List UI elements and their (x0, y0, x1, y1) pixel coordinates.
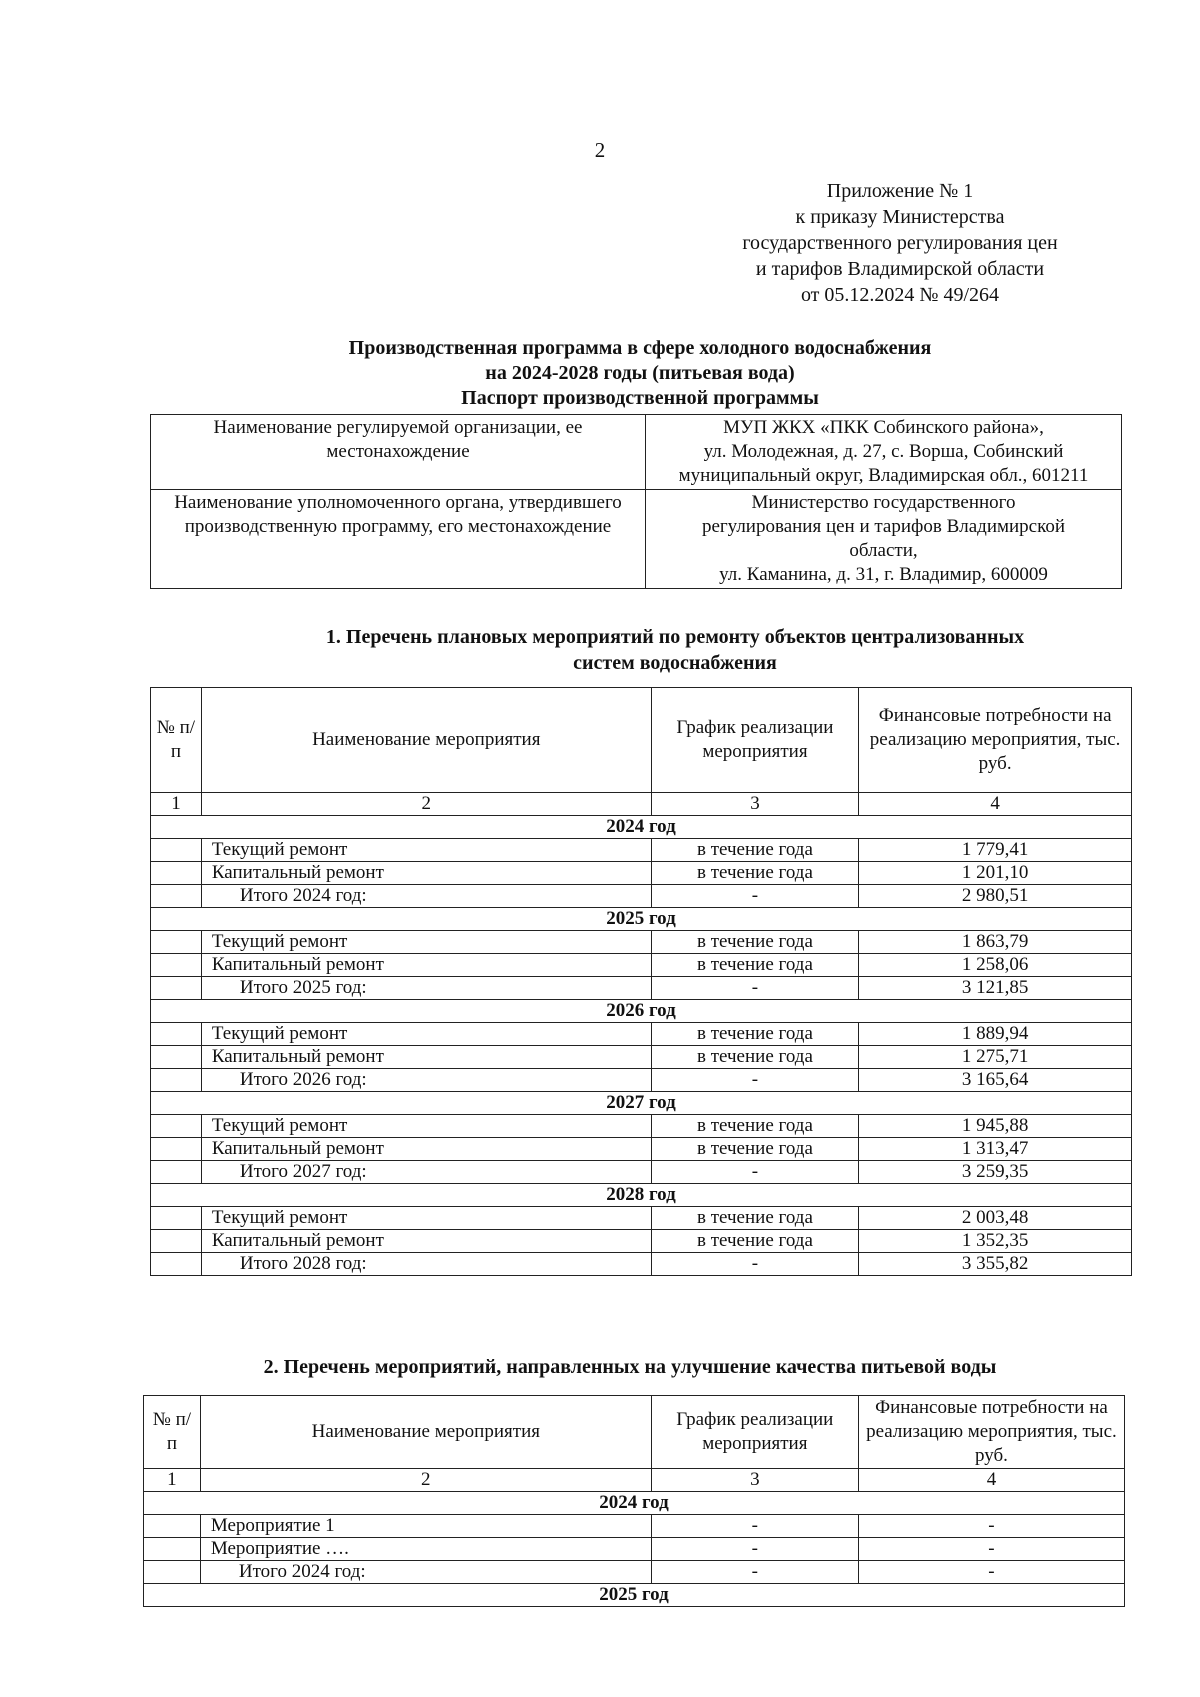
section1-title-line: 1. Перечень плановых мероприятий по ремонту объектов централизованных (325, 626, 1025, 648)
table-row (151, 1207, 1132, 1230)
measure-amount: 1 863,79 (859, 931, 1132, 954)
column-number: 4 (858, 1469, 1124, 1492)
total-row (144, 1561, 1125, 1584)
row-number (151, 1069, 202, 1092)
row-number (151, 954, 202, 977)
total-row (151, 1069, 1132, 1092)
measure-amount: 1 889,94 (859, 1023, 1132, 1046)
year-row (151, 1184, 1132, 1207)
measure-amount: 3 259,35 (859, 1161, 1132, 1184)
measure-name: Итого 2025 год: (201, 977, 651, 1000)
document-title (150, 336, 1130, 411)
table-row (151, 1046, 1132, 1069)
year-row (151, 908, 1132, 931)
row-number (144, 1538, 201, 1561)
table-row (151, 1115, 1132, 1138)
passport-heading: Паспорт производственной программы (461, 387, 819, 409)
measure-name: Текущий ремонт (201, 1207, 651, 1230)
total-row (151, 1253, 1132, 1276)
col-schedule-header: График реализации мероприятия (651, 688, 859, 793)
measure-schedule: в течение года (651, 1138, 859, 1161)
passport-value (646, 490, 1122, 589)
measure-name: Капитальный ремонт (201, 1046, 651, 1069)
measure-amount: - (858, 1515, 1124, 1538)
measure-name: Капитальный ремонт (201, 1138, 651, 1161)
table-row (151, 839, 1132, 862)
measure-amount: - (858, 1538, 1124, 1561)
measure-schedule: в течение года (651, 1046, 859, 1069)
measure-name: Итого 2028 год: (201, 1253, 651, 1276)
column-number-row (144, 1469, 1125, 1492)
measure-schedule: в течение года (651, 839, 859, 862)
measure-amount: 1 779,41 (859, 839, 1132, 862)
table-row (151, 1230, 1132, 1253)
row-number (151, 1138, 202, 1161)
passport-row (151, 415, 1122, 490)
row-number (151, 885, 202, 908)
header-row (151, 688, 1132, 793)
measure-schedule: - (651, 1069, 859, 1092)
measure-name: Итого 2027 год: (201, 1161, 651, 1184)
row-number (151, 1023, 202, 1046)
measure-amount: 1 258,06 (859, 954, 1132, 977)
passport-value-line: Министерство государственного (751, 492, 1016, 513)
year-label: 2028 год (151, 1184, 1132, 1207)
year-label: 2026 год (151, 1000, 1132, 1023)
col-number-header: № п/п (151, 688, 202, 793)
measure-amount: 1 313,47 (859, 1138, 1132, 1161)
appendix-line: и тарифов Владимирской области (755, 258, 1045, 280)
col-amount-header: Финансовые потребности на реализацию мероприятия, тыс. руб. (858, 1396, 1124, 1469)
repair-measures-table (150, 687, 1132, 1276)
year-label: 2024 год (144, 1492, 1125, 1515)
measure-schedule: в течение года (651, 1023, 859, 1046)
passport-row (151, 490, 1122, 589)
section1-title-line: систем водоснабжения (573, 652, 777, 674)
measure-name: Мероприятие …. (200, 1538, 651, 1561)
table-row (151, 931, 1132, 954)
passport-value-line: регулирования цен и тарифов Владимирской (701, 516, 1066, 537)
measure-schedule: в течение года (651, 1207, 859, 1230)
table-row (151, 954, 1132, 977)
row-number (151, 1046, 202, 1069)
measure-amount: 1 201,10 (859, 862, 1132, 885)
year-row (151, 1000, 1132, 1023)
measure-schedule: в течение года (651, 1230, 859, 1253)
table-row (151, 862, 1132, 885)
row-number (151, 977, 202, 1000)
passport-table (150, 414, 1122, 589)
passport-value (646, 415, 1122, 490)
total-row (151, 1161, 1132, 1184)
row-number (151, 1115, 202, 1138)
row-number (151, 862, 202, 885)
measure-name: Капитальный ремонт (201, 862, 651, 885)
measure-amount: 3 165,64 (859, 1069, 1132, 1092)
measure-name: Мероприятие 1 (200, 1515, 651, 1538)
year-label: 2025 год (151, 908, 1132, 931)
measure-amount: 1 945,88 (859, 1115, 1132, 1138)
total-row (151, 885, 1132, 908)
page-number: 2 (594, 138, 606, 162)
row-number (151, 839, 202, 862)
total-row (151, 977, 1132, 1000)
year-row (144, 1584, 1125, 1607)
row-number (151, 931, 202, 954)
measure-amount: 1 275,71 (859, 1046, 1132, 1069)
measure-name: Итого 2026 год: (201, 1069, 651, 1092)
appendix-line: государственного регулирования цен (742, 232, 1058, 254)
row-number (151, 1207, 202, 1230)
table-row (144, 1538, 1125, 1561)
col-number-header: № п/п (144, 1396, 201, 1469)
col-name-header: Наименование мероприятия (200, 1396, 651, 1469)
appendix-line: к приказу Министерства (795, 206, 1005, 228)
water-quality-measures-table (143, 1395, 1125, 1607)
row-number (151, 1161, 202, 1184)
measure-amount: 2 003,48 (859, 1207, 1132, 1230)
year-label: 2024 год (151, 816, 1132, 839)
passport-value-line: области, (849, 540, 918, 561)
measure-schedule: - (651, 885, 859, 908)
title-line: Производственная программа в сфере холодного водоснабжения (348, 337, 932, 359)
column-number-row (151, 793, 1132, 816)
row-number (144, 1515, 201, 1538)
passport-label: Наименование уполномоченного органа, утвердившего производственную программу, его местонахождение (151, 490, 646, 589)
section2-title: 2. Перечень мероприятий, направленных на улучшение качества питьевой воды (263, 1356, 997, 1378)
appendix-line: Приложение № 1 (826, 180, 974, 202)
year-label: 2027 год (151, 1092, 1132, 1115)
measure-name: Текущий ремонт (201, 1023, 651, 1046)
measure-schedule: в течение года (651, 931, 859, 954)
measure-name: Капитальный ремонт (201, 954, 651, 977)
measure-name: Текущий ремонт (201, 1115, 651, 1138)
column-number: 4 (859, 793, 1132, 816)
measure-schedule: - (651, 1515, 858, 1538)
section1-title (250, 624, 1100, 676)
measure-amount: - (858, 1561, 1124, 1584)
measure-name: Капитальный ремонт (201, 1230, 651, 1253)
measure-amount: 3 355,82 (859, 1253, 1132, 1276)
measure-schedule: - (651, 1161, 859, 1184)
measure-schedule: - (651, 1561, 858, 1584)
title-line: на 2024-2028 годы (питьевая вода) (485, 362, 795, 384)
measure-schedule: - (651, 1538, 858, 1561)
year-row (151, 816, 1132, 839)
appendix-line: от 05.12.2024 № 49/264 (800, 284, 1000, 306)
measure-schedule: в течение года (651, 1115, 859, 1138)
col-schedule-header: График реализации мероприятия (651, 1396, 858, 1469)
year-row (144, 1492, 1125, 1515)
col-amount-header: Финансовые потребности на реализацию мероприятия, тыс. руб. (859, 688, 1132, 793)
table-row (151, 1023, 1132, 1046)
measure-schedule: - (651, 977, 859, 1000)
column-number: 1 (144, 1469, 201, 1492)
measure-amount: 3 121,85 (859, 977, 1132, 1000)
measure-amount: 2 980,51 (859, 885, 1132, 908)
measure-amount: 1 352,35 (859, 1230, 1132, 1253)
table-row (144, 1515, 1125, 1538)
table-row (151, 1138, 1132, 1161)
passport-label: Наименование регулируемой организации, ее местонахождение (151, 415, 646, 490)
measure-name: Текущий ремонт (201, 839, 651, 862)
column-number: 3 (651, 793, 859, 816)
measure-schedule: - (651, 1253, 859, 1276)
row-number (144, 1561, 201, 1584)
appendix-header (690, 178, 1110, 308)
passport-value-line: муниципальный округ, Владимирская обл., 601211 (678, 465, 1089, 486)
year-row (151, 1092, 1132, 1115)
column-number: 1 (151, 793, 202, 816)
passport-value-line: ул. Молодежная, д. 27, с. Ворша, Собинский (703, 441, 1064, 462)
measure-name: Текущий ремонт (201, 931, 651, 954)
header-row (144, 1396, 1125, 1469)
passport-value-line: МУП ЖКХ «ПКК Собинского района», (723, 417, 1044, 438)
passport-value-line: ул. Каманина, д. 31, г. Владимир, 600009 (719, 564, 1048, 585)
measure-schedule: в течение года (651, 862, 859, 885)
row-number (151, 1230, 202, 1253)
measure-name: Итого 2024 год: (200, 1561, 651, 1584)
column-number: 2 (200, 1469, 651, 1492)
column-number: 2 (201, 793, 651, 816)
row-number (151, 1253, 202, 1276)
measure-name: Итого 2024 год: (201, 885, 651, 908)
col-name-header: Наименование мероприятия (201, 688, 651, 793)
column-number: 3 (651, 1469, 858, 1492)
measure-schedule: в течение года (651, 954, 859, 977)
year-label: 2025 год (144, 1584, 1125, 1607)
